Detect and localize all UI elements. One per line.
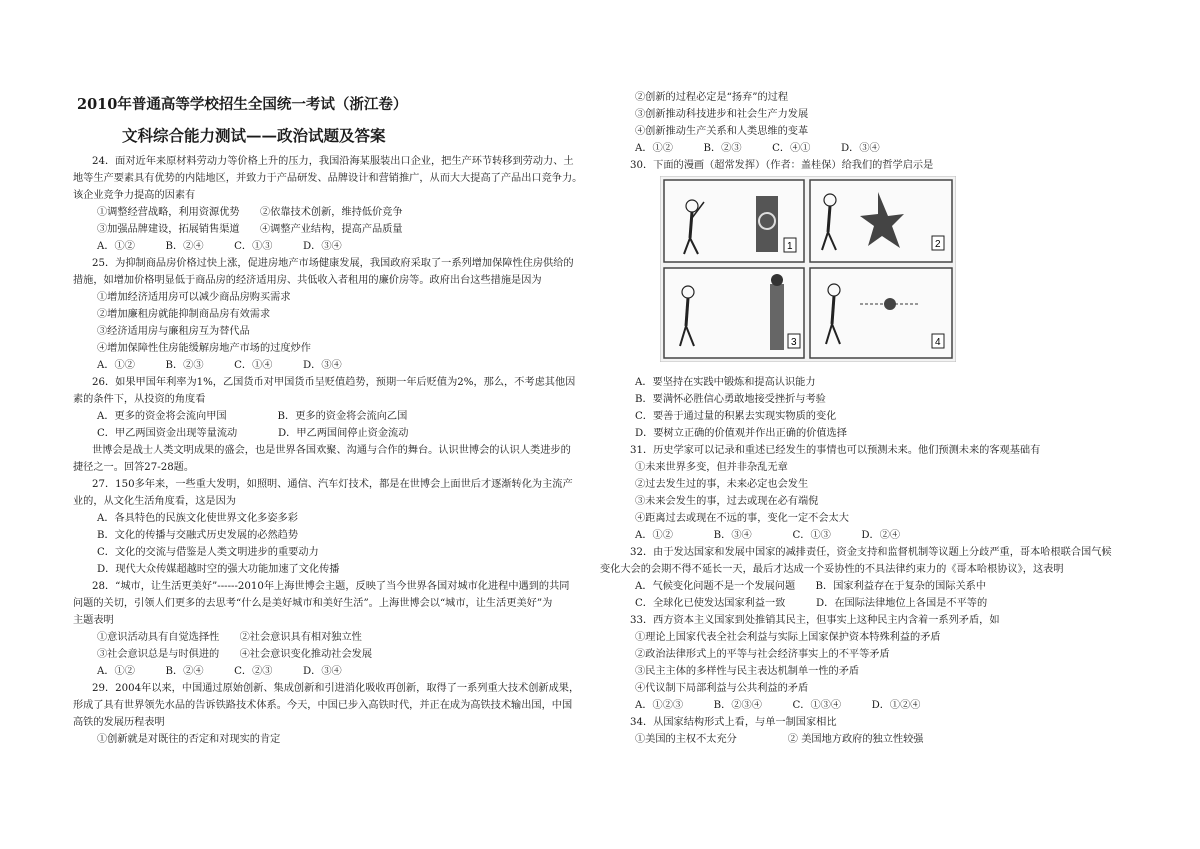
right-text-line: 32．由于发达国家和发展中国家的减排责任，资金支持和监督机制等议题上分歧严重，哥本哈根联合国气候 <box>630 547 1112 558</box>
left-text-line: 高铁的发展历程表明 <box>73 717 165 728</box>
left-text-line: D．现代大众传媒超越时空的强大功能加速了文化传播 <box>97 564 340 575</box>
left-text-line: C．甲乙两国资金出现等量流动 D．甲乙两国间停止资金流动 <box>97 428 409 439</box>
comic-panel-1 <box>664 180 804 262</box>
right-text-line: ②创新的过程必定是“扬弃”的过程 <box>635 92 789 103</box>
panel-2-number: 2 <box>935 239 941 250</box>
left-text-line: A．①② B．②④ C．①③ D．③④ <box>97 241 342 252</box>
left-text-line: 29．2004年以来，中国通过原始创新、集成创新和引进消化吸收再创新，取得了一系列重大技术创新成果， <box>92 683 580 694</box>
left-text-line: 26．如果甲国年利率为1%，乙国货币对甲国货币呈贬值趋势，预期一年后贬值为2%，那么，不考虑其他因 <box>92 377 576 388</box>
left-text-line: 问题的关切，引领人们更多的去思考“什么是美好城市和美好生活”。上海世博会以“城市，让生活更美好”为 <box>73 598 553 609</box>
left-text-line: A．①② B．②④ C．②③ D．③④ <box>97 666 342 677</box>
right-text-line: ③民主主体的多样性与民主表达机制单一性的矛盾 <box>635 666 860 677</box>
right-text-line: 33．西方资本主义国家到处推销其民主，但事实上这种民主内含着一系列矛盾，如 <box>630 615 1000 626</box>
left-text-line: ①增加经济适用房可以减少商品房购买需求 <box>97 292 291 303</box>
right-text-line: 31．历史学家可以记录和重述已经发生的事情也可以预测未来。他们预测未来的客观基础有 <box>630 445 1041 456</box>
panel-4-number: 4 <box>935 337 941 348</box>
left-text-line: A．更多的资金将会流向甲国 B．更多的资金将会流向乙国 <box>97 411 408 422</box>
right-text-line: A．①② B．③④ C．①③ D．②④ <box>635 530 901 541</box>
left-text-line: 措施，如增加价格明显低于商品房的经济适用房、共低收入者租用的廉价房等。政府出台这些措施是因为 <box>73 275 542 286</box>
exam-title: 2010年普通高等学校招生全国统一考试（浙江卷） <box>77 96 408 113</box>
right-text-line: ①理论上国家代表全社会利益与实际上国家保护资本特殊利益的矛盾 <box>635 632 941 643</box>
left-text-line: 业的，从文化生活角度看，这是因为 <box>73 496 236 507</box>
right-text-line: 30．下面的漫画（超常发挥）（作者：盖桂保）给我们的哲学启示是 <box>630 160 934 171</box>
left-text-line: A．①② B．②③ C．①④ D．③④ <box>97 360 342 371</box>
comic-panel-3 <box>664 268 804 358</box>
left-text-line: ②增加廉租房就能抑制商品房有效需求 <box>97 309 271 320</box>
left-text-line: 主题表明 <box>73 615 114 626</box>
panel-1-number: 1 <box>787 241 793 252</box>
left-text-line: 该企业竞争力提高的因素有 <box>73 190 196 201</box>
left-text-line: ③社会意识总是与时俱进的 ④社会意识变化推动社会发展 <box>97 649 373 660</box>
left-text-line: 素的条件下，从投资的角度看 <box>73 394 206 405</box>
cartoon-image <box>660 176 956 362</box>
left-text-line: ③经济适用房与廉租房互为替代品 <box>97 326 250 337</box>
right-text-line: ③未来会发生的事，过去或现在必有端倪 <box>635 496 819 507</box>
left-text-line: 捷径之一。回答27-28题。 <box>73 462 195 473</box>
left-text-line: C．文化的交流与借鉴是人类文明进步的重要动力 <box>97 547 319 558</box>
right-text-line: ④创新推动生产关系和人类思维的变革 <box>635 126 809 137</box>
right-text-line: 34．从国家结构形式上看，与单一制国家相比 <box>630 717 837 728</box>
right-text-line: C．全球化已使发达国家利益一致 D．在国际法律地位上各国是不平等的 <box>635 598 988 609</box>
right-text-line: B．要满怀必胜信心勇敢地接受挫折与考验 <box>635 394 826 405</box>
left-text-line: ①创新就是对既往的否定和对现实的肯定 <box>97 734 281 745</box>
left-text-line: 形成了具有世界领先水品的告诉铁路技术体系。今天，中国已步入高铁时代，并正在成为高铁技术输出国，中国 <box>73 700 573 711</box>
left-text-line: 地等生产要素具有优势的内陆地区，并致力于产品研发、品牌设计和营销推广，从而大大提高了产品出口竞争力。 <box>73 173 583 184</box>
left-text-line: ④增加保障性住房能缓解房地产市场的过度炒作 <box>97 343 311 354</box>
right-text-line: A．①② B．②③ C．④① D．③④ <box>635 143 880 154</box>
right-text-line: A．①②③ B．②③④ C．①③④ D．①②④ <box>635 700 921 711</box>
left-text-line: 28．“城市，让生活更美好”------2010年上海世博会主题，反映了当今世界各国对城市化进程中遇到的共同 <box>92 581 570 592</box>
panel-3-number: 3 <box>791 337 797 348</box>
left-text-line: ③加强品牌建设，拓展销售渠道 ④调整产业结构，提高产品质量 <box>97 224 403 235</box>
left-text-line: B．文化的传播与交融式历史发展的必然趋势 <box>97 530 299 541</box>
right-text-line: ②过去发生过的事，未来必定也会发生 <box>635 479 809 490</box>
left-text-line: ①意识活动具有自觉选择性 ②社会意识具有相对独立性 <box>97 632 362 643</box>
exam-subtitle: 文科综合能力测试——政治试题及答案 <box>122 126 386 145</box>
right-text-line: ①美国的主权不太充分 ② 美国地方政府的独立性较强 <box>635 734 924 745</box>
right-text-line: ④代议制下局部利益与公共利益的矛盾 <box>635 683 809 694</box>
left-text-line: A．各具特色的民族文化使世界文化多姿多彩 <box>97 513 298 524</box>
comic-panel-4 <box>810 268 952 358</box>
left-text-line: 24．面对近年来原材料劳动力等价格上升的压力，我国沿海某服装出口企业，把生产环节转移到劳动力、土 <box>92 156 574 167</box>
right-text-line: ②政治法律形式上的平等与社会经济事实上的不平等矛盾 <box>635 649 890 660</box>
right-text-line: 变化大会的会期不得不延长一天，最后才达成一个妥协性的不具法律约束力的《哥本哈根协议》，这表明 <box>600 564 1064 575</box>
left-text-line: 27．150多年来，一些重大发明，如照明、通信、汽车灯技术，都是在世博会上面世后才逐渐转化为主流产 <box>92 479 573 490</box>
left-text-line: 世博会是战士人类文明成果的盛会，也是世界各国欢聚、沟通与合作的舞台。认识世博会的认识人类进步的 <box>92 445 571 456</box>
left-text-line: 25．为抑制商品房价格过快上涨，促进房地产市场健康发展，我国政府采取了一系列增加保障性住房供给的 <box>92 258 574 269</box>
right-text-line: C．要善于通过量的积累去实现实物质的变化 <box>635 411 837 422</box>
comic-panel-2 <box>810 180 952 262</box>
right-text-line: A．要坚持在实践中锻炼和提高认识能力 <box>635 377 816 388</box>
right-text-line: D．要树立正确的价值观并作出正确的价值选择 <box>635 428 847 439</box>
left-text-line: ①调整经营战略，利用资源优势 ②依靠技术创新，维持低价竞争 <box>97 207 403 218</box>
right-text-line: A．气候变化问题不是一个发展问题 B．国家利益存在于复杂的国际关系中 <box>635 581 987 592</box>
right-text-line: ④距离过去或现在不远的事，变化一定不会太大 <box>635 513 849 524</box>
right-text-line: ①未来世界多变，但并非杂乱无章 <box>635 462 788 473</box>
right-text-line: ③创新推动科技进步和社会生产力发展 <box>635 109 809 120</box>
